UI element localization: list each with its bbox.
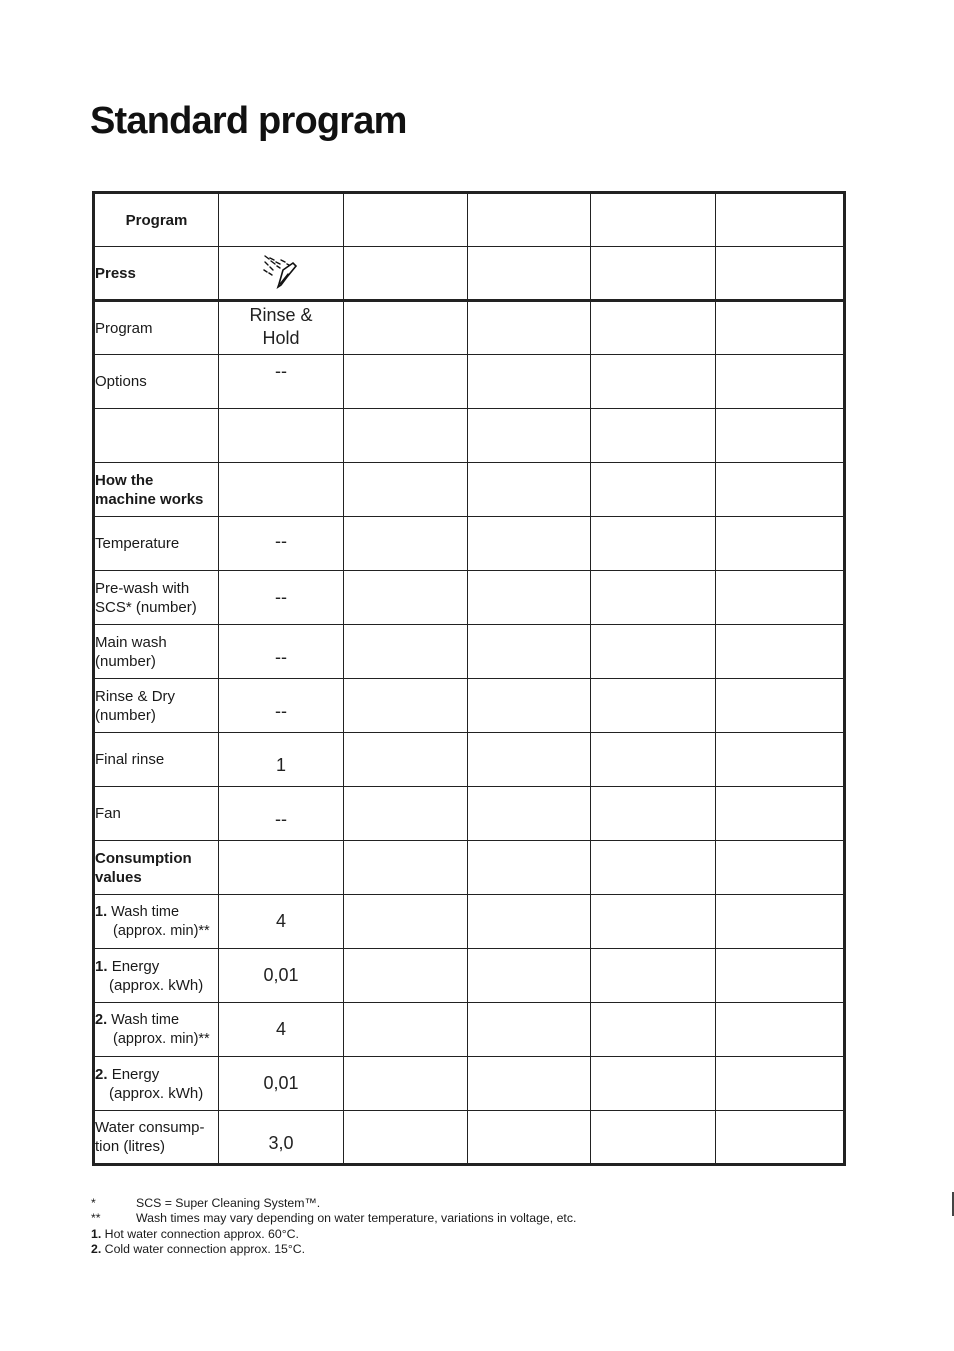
table-row xyxy=(94,949,845,1003)
prewash-value: -- xyxy=(219,571,344,625)
water-consumption-value: 3,0 xyxy=(219,1111,344,1165)
row-label-press: Press xyxy=(94,247,219,301)
table-row xyxy=(94,517,845,571)
row-label-program: Program xyxy=(94,301,219,355)
footnotes xyxy=(91,1196,576,1257)
row-label-options: Options xyxy=(94,355,219,409)
finalrinse-value: 1 xyxy=(219,733,344,787)
table-row xyxy=(94,787,845,841)
row-label-water-consumption: Water consump- tion (litres) xyxy=(94,1111,219,1165)
options-value: -- xyxy=(219,355,344,409)
table-row xyxy=(94,1057,845,1111)
row-label-prewash: Pre-wash with SCS* (number) xyxy=(94,571,219,625)
table-row xyxy=(94,733,845,787)
table-row xyxy=(94,895,845,949)
energy-1-value: 0,01 xyxy=(219,949,344,1003)
table-row xyxy=(94,679,845,733)
row-label-rinsedry: Rinse & Dry (number) xyxy=(94,679,219,733)
fan-value: -- xyxy=(219,787,344,841)
energy-2-value: 0,01 xyxy=(219,1057,344,1111)
program-value xyxy=(219,301,344,355)
table-row xyxy=(94,1003,845,1057)
table-row xyxy=(94,1111,845,1165)
table-row xyxy=(94,841,845,895)
table-row xyxy=(94,463,845,517)
footnote-hot-water: 1. Hot water connection approx. 60°C. xyxy=(91,1226,299,1241)
footnote-scs: * SCS = Super Cleaning System™. xyxy=(91,1196,321,1210)
table-row xyxy=(94,301,845,355)
rinse-and-hold-spray-icon xyxy=(261,254,301,292)
table-row xyxy=(94,193,845,247)
row-label-mainwash: Main wash (number) xyxy=(94,625,219,679)
temperature-value: -- xyxy=(219,517,344,571)
program-table xyxy=(92,191,846,1166)
footnote-cold-water: 2. Cold water connection approx. 15°C. xyxy=(91,1241,306,1256)
table-row xyxy=(94,571,845,625)
washtime-2-value: 4 xyxy=(219,1003,344,1057)
row-label-washtime-2: 2. Wash time (approx. min)** xyxy=(94,1003,219,1057)
row-label-washtime-1: 1. Wash time (approx. min)** xyxy=(94,895,219,949)
row-label-energy-1: 1. Energy (approx. kWh) xyxy=(94,949,219,1003)
program-value-line2: Hold xyxy=(262,328,300,348)
section-label-how-machine-works: How the machine works xyxy=(94,463,219,517)
table-row xyxy=(94,247,845,301)
row-label-finalrinse: Final rinse xyxy=(94,733,219,787)
washtime-1-value: 4 xyxy=(219,895,344,949)
row-label-program-header: Program xyxy=(94,193,219,247)
program-value-line1: Rinse & xyxy=(249,305,313,325)
section-label-consumption-values: Consumption values xyxy=(94,841,219,895)
row-label-fan: Fan xyxy=(94,787,219,841)
footnote-wash-times: ** Wash times may vary depending on water temperature, variations in voltage, etc. xyxy=(91,1211,577,1226)
table-row xyxy=(94,625,845,679)
page-title: Standard program xyxy=(90,100,407,142)
rinsedry-value: -- xyxy=(219,679,344,733)
mainwash-value: -- xyxy=(219,625,344,679)
table-row xyxy=(94,409,845,463)
table-row xyxy=(94,355,845,409)
row-label-energy-2: 2. Energy (approx. kWh) xyxy=(94,1057,219,1111)
row-label-temperature: Temperature xyxy=(94,517,219,571)
